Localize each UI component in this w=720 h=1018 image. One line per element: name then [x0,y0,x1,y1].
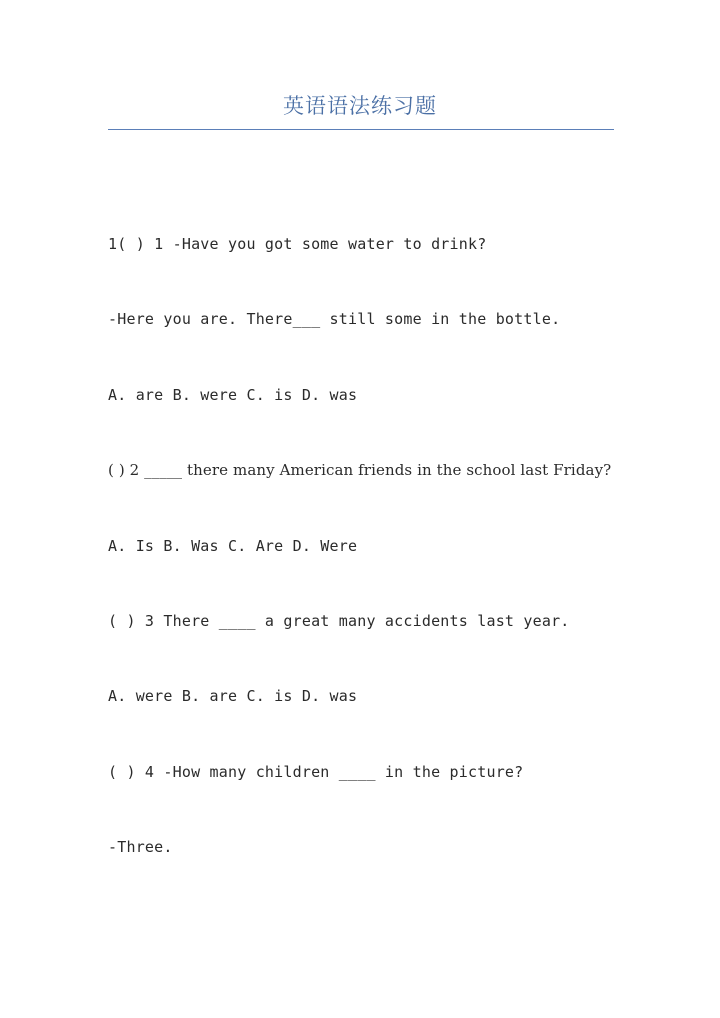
page-title: 英语语法练习题 [283,94,437,118]
question-2-line: ( ) 2 _____ there many American friends in the school last Friday? [108,461,612,479]
title-divider [108,129,614,130]
question-3-line: ( ) 3 There ____ a great many accidents last year. [108,612,570,630]
question-4-answer-line: -Three. [108,838,173,856]
question-3-options: A. were B. are C. is D. was [108,687,358,705]
question-1-dialogue-line: -Here you are. There___ still some in the bottle. [108,310,561,328]
question-4-line: ( ) 4 -How many children ____ in the picture? [108,763,524,781]
question-1-line: 1( ) 1 -Have you got some water to drink? [108,235,487,253]
question-2-options: A. Is B. Was C. Are D. Were [108,537,358,555]
question-1-options: A. are B. were C. is D. was [108,386,358,404]
